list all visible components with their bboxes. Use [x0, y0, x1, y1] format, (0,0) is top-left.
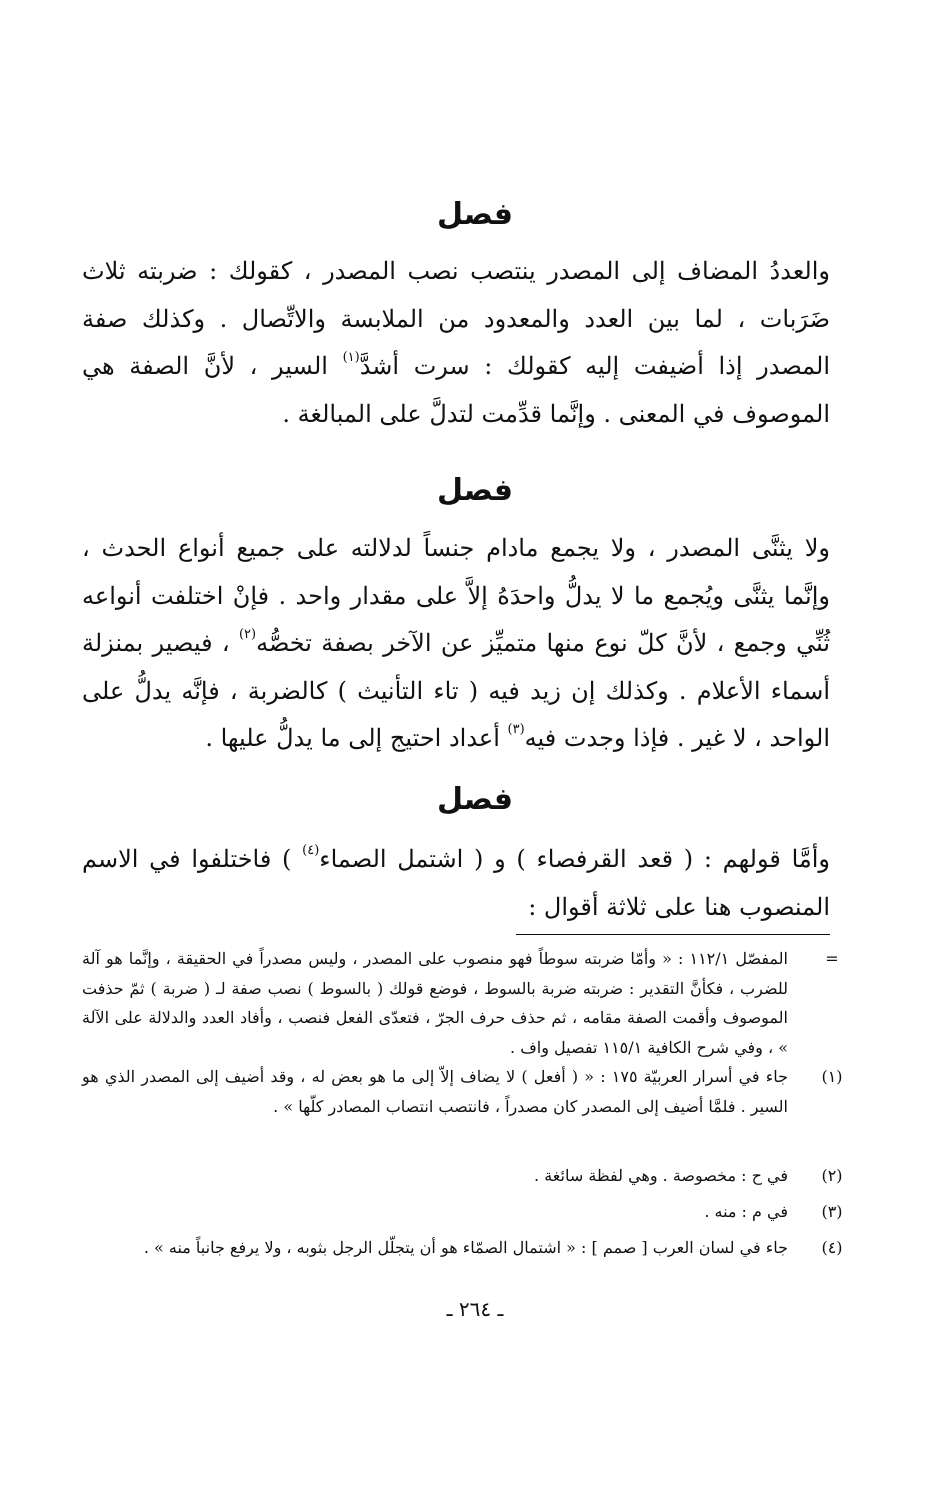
footnote-3 [82, 1197, 850, 1227]
paragraph-text: وأمَّا قولهم : ( قعد القرفصاء ) و ( اشتمل الصماء [319, 845, 831, 873]
footnote-text: جاء في لسان العرب [ صمم ] : « اشتمال الصمّاء هو أن يتجلّل الرجل بثوبه ، ولا يرفع جانباً منه » . [143, 1238, 788, 1257]
footnote-2 [82, 1161, 850, 1191]
section-heading-2: فصل [437, 473, 513, 508]
section-paragraph-3 [82, 836, 830, 931]
footnote-text: جاء في أسرار العربيّة ١٧٥ : « ( أفعل ) لا يضاف إلاّ إلى ما هو بعض له ، وقد أضيف إلى المصدر الذي هو السير . فلمَّا أضيف إلى المصدر كان مصدراً ، فانتصب انتصاب المصادر كلّها » . [82, 1067, 789, 1116]
section-heading-1: فصل [437, 197, 513, 232]
paragraph-text: السير ، لأنَّ الصفة هي الموصوف في المعنى . وإنَّما قدِّمت لتدلَّ على المبالغة . [82, 352, 830, 428]
page-number: ـ ٢٦٤ ـ [446, 1297, 504, 1321]
footnote-ref-4: (٤) [302, 843, 320, 858]
footnote-ref-1: (١) [342, 350, 360, 365]
section-paragraph-1 [82, 248, 830, 438]
footnote-text: في م : منه . [704, 1202, 788, 1221]
paragraph-text: ولا يثنَّى المصدر ، ولا يجمع مادام جنساً لدلالته على جميع أنواع الحدث ، وإنَّما يثنَّى ويُجمع ما لا يدلُّ واحدَهُ إلاَّ على مقدار واحد . فإنْ اختلفت أنواعه ثُنِّي وجمع ، لأنَّ كلّ نوع منها متميِّز عن الآخر بصفة تخصُّه [82, 534, 830, 657]
paragraph-text: والعددُ المضاف إلى المصدر ينتصب نصب المصدر ، كقولك : ضربته ثلاث ضَرَبات ، لما بين العدد والمعدود من الملابسة والاتِّصال . وكذلك صفة المصدر إذا أضيفت إليه كقولك : سرت أشدَّ [82, 257, 830, 380]
footnote-4 [82, 1233, 850, 1263]
footnote-mark: (٣) [821, 1202, 843, 1221]
footnote-1 [82, 1062, 850, 1121]
footnote-ref-2: (٢) [238, 627, 257, 642]
footnote-mark: (١) [821, 1067, 843, 1086]
footnote-continued [82, 944, 850, 1062]
footnote-ref-3: (٣) [507, 722, 525, 737]
paragraph-text: أعداد احتيج إلى ما يدلُّ عليها . [205, 724, 508, 752]
section-heading-3: فصل [437, 782, 513, 817]
footnote-text: المفصّل ١١٢/١ : « وأمّا ضربته سوطاً فهو منصوب على المصدر ، وليس مصدراً في الحقيقة ، وإنَّما هو آلة للضرب ، فكأنَّ التقدير : ضربته ضربة بالسوط ، فوضع قولك ( بالسوط ) نصب صفة لـ ( ضربة ) ثمّ حذفت الموصوف وأقمت الصفة مقامه ، ثم حذف حرف الجرّ ، فتعدّى الفعل فنصب ، وأفاد العدد والدلالة على الآلة » ، وفي شرح الكافية ١١٥/١ تفصيل واف . [82, 949, 788, 1057]
section-paragraph-2 [82, 525, 830, 763]
footnote-mark: (٤) [821, 1238, 843, 1257]
footnote-separator [516, 934, 830, 935]
footnote-mark: (٢) [821, 1166, 843, 1185]
paragraph-text: ، فيصير بمنزلة أسماء الأعلام . وكذلك إن زيد فيه ( تاء التأنيث ) كالضربة ، فإنَّه يدلُّ على الواحد ، لا غير . فإذا وجدت فيه [82, 629, 830, 752]
footnote-mark: = [825, 949, 839, 968]
footnote-text: في ح : مخصوصة . وهي لفظة سائغة . [534, 1166, 788, 1185]
paragraph-text: ) فاختلفوا في الاسم المنصوب هنا على ثلاثة أقوال : [82, 845, 830, 921]
